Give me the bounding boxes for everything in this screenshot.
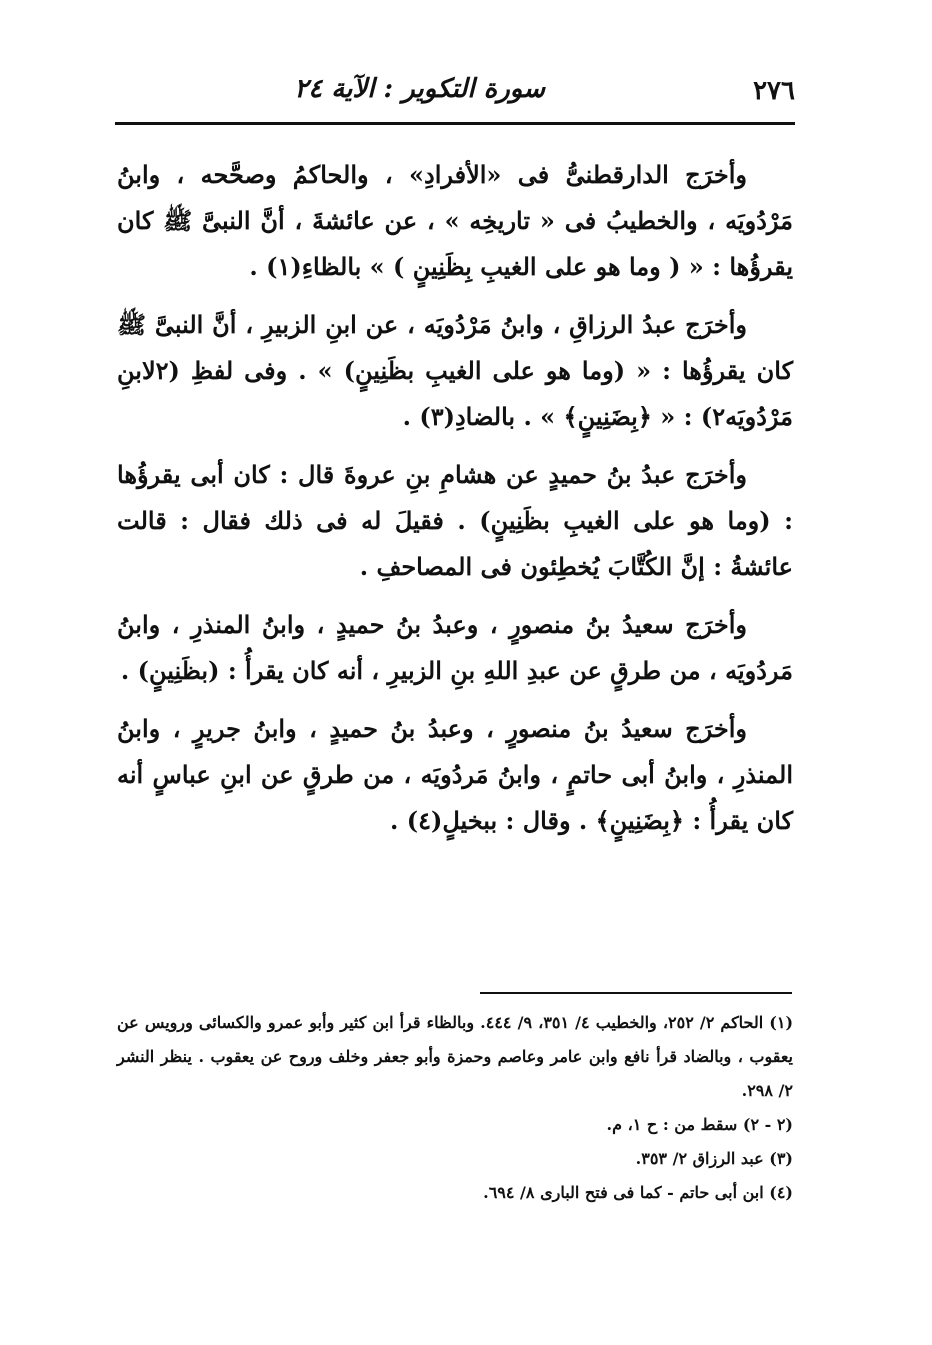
paragraph-3: وأخرَج عبدُ بنُ حميدٍ عن هشامِ بنِ عروةَ قال : كان أبى يقرؤُها : (وما هو على الغيبِ بظَنِينٍ) . فقيلَ له فى ذلك فقال : قالت عائشةُ : إنَّ الكُتَّابَ يُخطِئون فى المصاحفِ . [117, 460, 793, 581]
paragraph-2: وأخرَج عبدُ الرزاقِ ، وابنُ مَرْدُويَه ، عن ابنِ الزبيرِ ، أنَّ النبىَّ ﷺ كان يقرؤُها : « (وما هو على الغيبِ بظَنِينٍ) » . وفى لفظِ (٢لابنِ مَرْدُويَه٢) : « ﴿بِضَنِينٍ﴾ » . بالضادِ(٣) . [117, 310, 793, 431]
paragraph-5: وأخرَج سعيدُ بنُ منصورٍ ، وعبدُ بنُ حميدٍ ، وابنُ جريرٍ ، وابنُ المنذرِ ، وابنُ أبى حاتمٍ ، وابنُ مَردُويَه ، من طرقٍ عن ابنِ عباسٍ أنه كان يقرأُ : ﴿بِضَنِينٍ﴾ . وقال : ببخيلٍ(٤) . [117, 714, 793, 835]
footnote-2: (٢ - ٢) سقط من : ح ١، م. [606, 1115, 793, 1134]
footnote-4: (٤) ابن أبى حاتم - كما فى فتح البارى ٨/ ٦٩٤. [483, 1183, 793, 1202]
header-rule [115, 122, 795, 125]
paragraph-1: وأخرَج الدارقطنىُّ فى «الأفرادِ» ، والحاكمُ وصحَّحه ، وابنُ مَرْدُويَه ، والخطيبُ فى « تاريخِه » ، عن عائشةَ ، أنَّ النبىَّ ﷺ كان يقرؤُها : « ( وما هو على الغيبِ بِظَنِينٍ ) » بالظاءِ(١) . [117, 160, 793, 281]
page-header [115, 72, 795, 112]
running-title: سورة التكوير : الآية ٢٤ [294, 74, 545, 104]
footnote-1: (١) الحاكم ٢/ ٢٥٢، والخطيب ٤/ ٣٥١، ٩/ ٤٤٤. وبالظاء قرأ ابن كثير وأبو عمرو والكسائى ورويس عن يعقوب ، وبالضاد قرأ نافع وابن عامر وعاصم وحمزة وأبو جعفر وخلف وروح عن يعقوب . ينظر النشر ٢/ ٢٩٨. [117, 1013, 794, 1100]
main-text [117, 152, 793, 856]
footnote-3: (٣) عبد الرزاق ٢/ ٣٥٣. [635, 1149, 793, 1168]
page-number: ٢٧٦ [753, 76, 795, 106]
paragraph-4: وأخرَج سعيدُ بنُ منصورٍ ، وعبدُ بنُ حميدٍ ، وابنُ المنذرِ ، وابنُ مَردُويَه ، من طرقٍ عن عبدِ اللهِ بنِ الزبيرِ ، أنه كان يقرأُ : (بظَنِينٍ) . [117, 610, 793, 685]
footnotes [117, 1006, 793, 1210]
footnote-rule [480, 992, 792, 994]
